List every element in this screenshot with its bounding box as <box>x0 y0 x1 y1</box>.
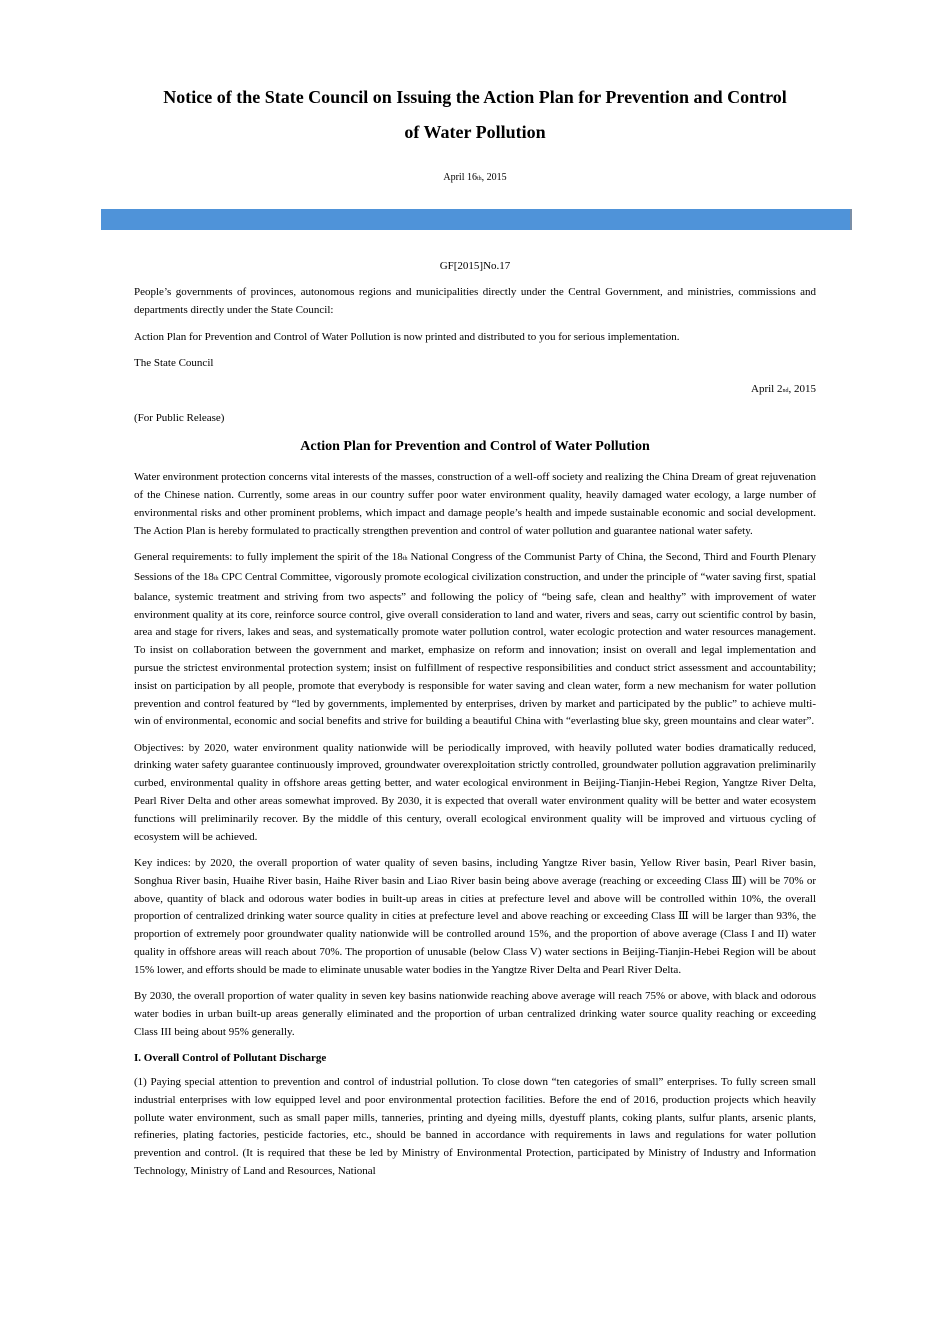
publication-date-text: April 16 <box>443 172 477 183</box>
objectives-paragraph: Objectives: by 2020, water environment quality nationwide will be periodically improved, with heavily polluted water bodies dramatically reduced, drinking water safety guarantee continuously improved, groundwater overexploitation strictly controlled, groundwater pollution aggravation preliminarily curbed, environmental quality in offshore areas getting better, and water ecological environment in Beijing-Tianjin-Hebei Region, Yangtze River Delta, Pearl River Delta and other areas somewhat improved. By 2030, it is expected that overall water environment quality will be better and water ecosystem functions will preliminarily recover. By the middle of this century, overall ecological environment quality will be improved and virtuous cycling of ecosystem will be achieved. <box>134 741 816 843</box>
document-body <box>134 258 816 1189</box>
document-title <box>100 80 850 150</box>
general-requirements-text-a: General requirements: to fully implement the spirit of the 18 <box>134 551 403 564</box>
header-divider-bar <box>101 209 852 230</box>
document-title-line-2: of Water Pollution <box>404 122 546 142</box>
signature-date-text: April 2 <box>751 383 783 396</box>
publication-date-suffix: th <box>476 176 482 182</box>
signature-date-suffix: nd <box>782 388 789 395</box>
notice-body: Action Plan for Prevention and Control of Water Pollution is now printed and distributed to you for serious implementation. <box>134 330 680 343</box>
plan-title: Action Plan for Prevention and Control of Water Pollution <box>300 438 650 454</box>
section-heading: I. Overall Control of Pollutant Discharge <box>134 1052 327 1065</box>
document-number: GF[2015]No.17 <box>439 260 511 272</box>
ordinal-suffix: th <box>402 556 408 563</box>
general-requirements-text-b: National Congress of the Communist Party of China, the Second, Third and Fourth Plenary Sessions of the 18 <box>134 551 816 583</box>
release-note: (For Public Release) <box>134 411 225 424</box>
general-requirements-text-c: CPC Central Committee, vigorously promote ecological civilization construction, and under the principle of “water saving first, spatial balance, systemic treatment and striving from two aspects” and following the policy of “being safe, clean and healthy” with improvement of water environment quality at its core, reinforce source control, give overall consideration to land and water, rivers and seas, carry out scientific control by basin, area and stage for rivers, lakes and seas, and systematically promote water pollution control, water ecologic protection and water resources management. To insist on collaboration between the government and market, emphasize on reform and innovation; insist on overall and legal implementation and pursue the strictest environmental protection system; insist on fulfillment of respective responsibilities and conduct strict assessment and accountability; insist on participation by all people, promote that everybody is responsible for water saving and clean water, form a new mechanism for water pollution prevention and control featured by “led by governments, implemented by enterprises, driven by market and participated by the public” to achieve multi-win of environmental, economic and social benefits and strive for building a beautiful China with “everlasting blue sky, green mountains and clear water”. <box>134 570 817 728</box>
signature: The State Council <box>134 356 214 369</box>
addressees: People’s governments of provinces, autonomous regions and municipalities directly under the Central Government, and ministries, commissions and departments directly under the State Council: <box>134 286 816 317</box>
signature-date <box>134 381 816 401</box>
publication-date <box>100 172 850 183</box>
key-indices-paragraph: Key indices: by 2020, the overall proportion of water quality of seven basins, including Yangtze River basin, Yellow River basin, Pearl River basin, Songhua River basin, Huaihe River basin, Haihe River basin and Liao River basin being above average (reaching or exceeding Class Ⅲ) will be 70% or above, quantity of black and odorous water bodies in built-up areas in cities at prefecture level and above will be controlled within 10%, the overall proportion of centralized drinking water source quality in cities at prefecture level and above reaching or exceeding Class Ⅲ will be larger than 93%, the proportion of extremely poor groundwater quality nationwide will be controlled around 15%, and the proportion of above average (Class I and II) water quality in offshore areas will reach about 70%. The proportion of unusable (below Class V) water sections in Beijing-Tianjin-Hebei Region will be about 15% lower, and efforts should be made to eliminate unusable water bodies in the Yangtze River Delta and Pearl River Delta. <box>134 857 816 976</box>
by-2030-paragraph: By 2030, the overall proportion of water quality in seven key basins nationwide reaching above average will reach 75% or above, with black and odorous water bodies in urban built-up areas generally eliminated and the proportion of urban centralized drinking water source quality reaching or exceeding Class III being about 95% generally. <box>134 990 816 1038</box>
ordinal-suffix: th <box>213 575 219 582</box>
document-title-line-1: Notice of the State Council on Issuing the Action Plan for Prevention and Control <box>163 87 787 107</box>
intro-paragraph: Water environment protection concerns vital interests of the masses, construction of a well-off society and realizing the China Dream of great rejuvenation of the Chinese nation. Currently, some areas in our country suffer poor water environment quality, heavily damaged water ecology, a large number of environmental risks and other prominent problems, which impact and damage people’s health and impede sustainable economic and social development. The Action Plan is hereby formulated to practically strengthen prevention and control of water pollution and guarantee national water safety. <box>134 471 816 537</box>
publication-date-year: , 2015 <box>481 172 507 183</box>
general-requirements-paragraph <box>134 549 816 731</box>
signature-date-year: , 2015 <box>788 383 816 396</box>
section-1-paragraph-1: (1) Paying special attention to prevention and control of industrial pollution. To close down “ten categories of small” enterprises. To fully screen small industrial enterprises with low equipped level and poor environmental protection facilities. Before the end of 2016, production projects which heavily pollute water environment, such as small paper mills, tanneries, printing and dyeing mills, dyestuff plants, coking plants, sulfur plants, arsenic plants, refineries, plating factories, pesticide factories, etc., should be banned in accordance with requirements in laws and regulations for water pollution prevention and control. (It is required that these be led by Ministry of Environmental Protection, participated by Ministry of Industry and Information Technology, Ministry of Land and Resources, National <box>134 1076 816 1177</box>
